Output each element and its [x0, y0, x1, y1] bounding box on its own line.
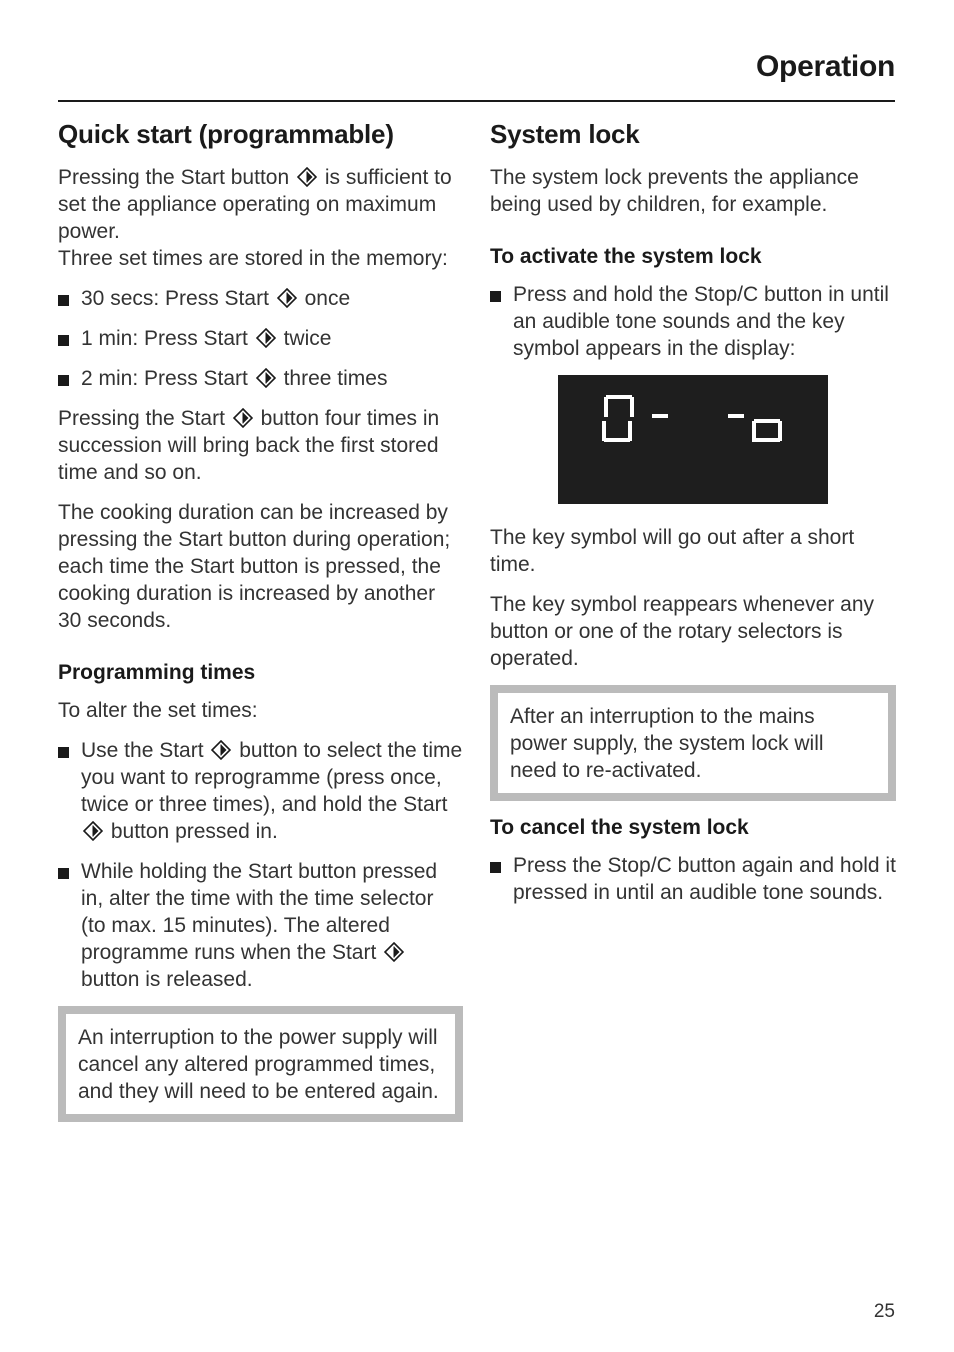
key-symbol-display: [558, 375, 828, 504]
cancel-steps-list: [490, 852, 896, 906]
cancel-lock-heading: To cancel the system lock: [490, 816, 749, 840]
list-item: Press and hold the Stop/C button in until an audible tone sounds and the key symbol appears in the display:: [490, 281, 896, 362]
reappear-paragraph: The key symbol reappears whenever any button or one of the rotary selectors is operated.: [490, 593, 875, 671]
page-number: 25: [873, 1301, 895, 1322]
start-diamond-icon: [277, 288, 297, 308]
power-interruption-note: [58, 1006, 463, 1122]
list-item: While holding the Start button pressed in, alter the time with the time selector (to max. 15 minutes). The altered programme runs when the Start button is released.: [58, 858, 463, 993]
section-title: Operation: [756, 50, 895, 83]
start-diamond-icon: [211, 740, 231, 760]
start-diamond-icon: [384, 942, 404, 962]
list-item: 1 min: Press Start twice: [58, 325, 463, 352]
activate-steps-list: [490, 281, 896, 362]
start-diamond-icon: [256, 328, 276, 348]
right-column: [490, 120, 896, 919]
programming-intro: To alter the set times:: [58, 699, 258, 723]
list-item: Use the Start button to select the time you want to reprogramme (press once, twice or three times), and hold the Start button pressed in.: [58, 737, 463, 845]
list-item: 2 min: Press Start three times: [58, 365, 463, 392]
start-diamond-icon: [297, 167, 317, 187]
note-text: An interruption to the power supply will cancel any altered programmed times, and they will need to be entered again.: [78, 1026, 439, 1104]
preset-times-list: [58, 285, 463, 392]
mains-interruption-note: [490, 685, 896, 801]
duration-paragraph: The cooking duration can be increased by pressing the Start button during operation; each time the Start button is pressed, the cooking duration is increased by another 30 seconds.: [58, 500, 451, 632]
programming-times-heading: Programming times: [58, 660, 256, 684]
start-diamond-icon: [233, 408, 253, 428]
after-short-time: The key symbol will go out after a short time.: [490, 526, 855, 577]
programming-steps-list: [58, 737, 463, 993]
cycle-paragraph: Pressing the Start button four times in succession will bring back the first stored time and so on.: [58, 406, 440, 484]
system-lock-heading: System lock: [490, 119, 640, 149]
list-item: 30 secs: Press Start once: [58, 285, 463, 312]
system-lock-intro: The system lock prevents the appliance being used by children, for example.: [490, 165, 859, 216]
start-diamond-icon: [83, 821, 103, 841]
quick-start-intro: Pressing the Start button is sufficient to set the appliance operating on maximum power. Three set times are stored in the memory:: [58, 165, 452, 270]
activate-lock-heading: To activate the system lock: [490, 244, 762, 268]
start-diamond-icon: [256, 368, 276, 388]
key-symbol-segments: [558, 375, 828, 504]
header-divider: [58, 100, 895, 102]
left-column: [58, 120, 463, 1136]
list-item: Press the Stop/C button again and hold it pressed in until an audible tone sounds.: [490, 852, 896, 906]
quick-start-heading: Quick start (programmable): [58, 119, 394, 149]
note-text: After an interruption to the mains power supply, the system lock will need to re-activated.: [510, 705, 824, 783]
